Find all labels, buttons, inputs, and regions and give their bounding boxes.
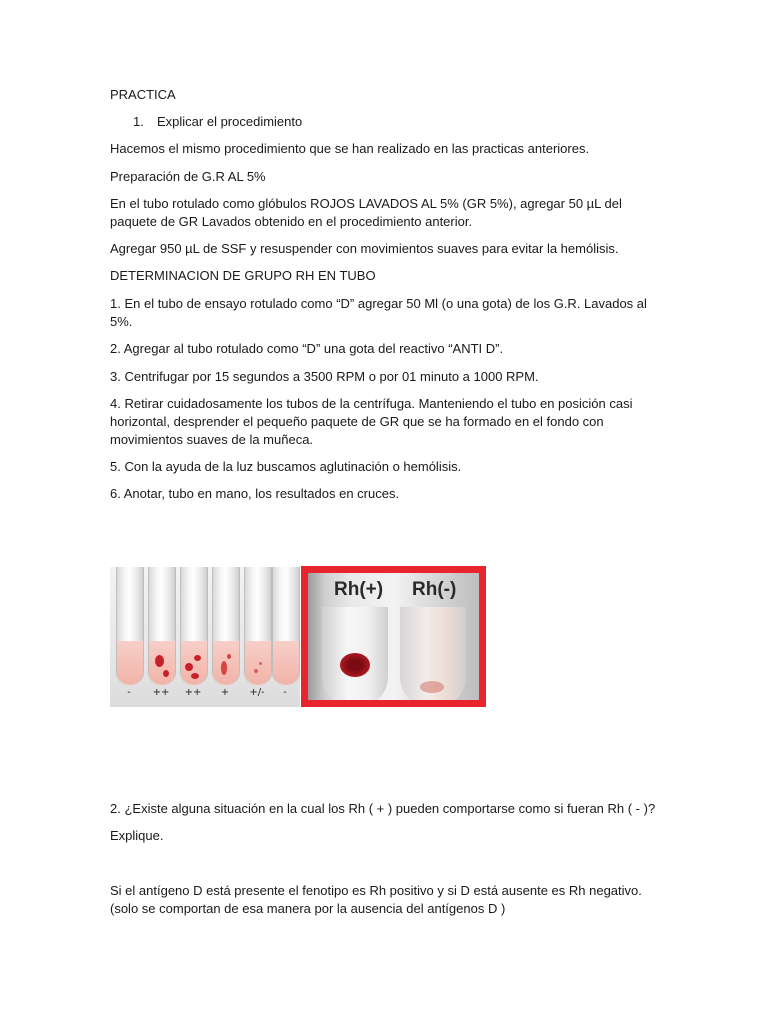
section-title-rh: DETERMINACION DE GRUPO RH EN TUBO — [110, 268, 376, 283]
paragraph-ssf: Agregar 950 µL de SSF y resuspender con movimientos suaves para evitar la hemólisis. — [110, 241, 619, 256]
step-4: 4. Retirar cuidadosamente los tubos de la centrífuga. Manteniendo el tubo en posición casi horizontal, desprender el pequeño paquete de GR que se ha formado en el fondo con movimientos suaves de la muñeca. — [110, 396, 633, 447]
tube-label-6: - — [283, 687, 287, 698]
heading-practica: PRACTICA — [110, 87, 176, 102]
question-2-text: 2. ¿Existe alguna situación en la cual los Rh ( + ) pueden comportarse como si fueran Rh ( - )? — [110, 801, 656, 816]
tube-1 — [116, 567, 144, 685]
answer-line-2: (solo se comportan de esa manera por la ausencia del antígenos D ) — [110, 901, 506, 916]
rh-comparison-photo — [301, 566, 486, 707]
tube-6 — [272, 567, 300, 685]
paragraph-intro: Hacemos el mismo procedimiento que se han realizado en las practicas anteriores. — [110, 141, 590, 156]
question-2-prompt: Explique. — [110, 828, 164, 843]
rh-negative-label: Rh(-) — [412, 579, 457, 600]
paragraph-tube-labeling: En el tubo rotulado como glóbulos ROJOS LAVADOS AL 5% (GR 5%), agregar 50 µL del paquete de GR Lavados obtenido en el procedimiento anterior. — [110, 196, 622, 229]
step-5: 5. Con la ayuda de la luz buscamos aglutinación o hemólisis. — [110, 459, 462, 474]
tube-4 — [212, 567, 240, 685]
paragraph-preparation-title: Preparación de G.R AL 5% — [110, 169, 266, 184]
tube-2 — [148, 567, 176, 685]
step-3: 3. Centrifugar por 15 segundos a 3500 RPM o por 01 minuto a 1000 RPM. — [110, 369, 539, 384]
answer-line-1: Si el antígeno D está presente el fenotipo es Rh positivo y si D está ausente es Rh negativo. — [110, 883, 642, 898]
tube-label-4: + — [220, 687, 230, 698]
rh-positive-clot — [340, 653, 370, 677]
rh-positive-label: Rh(+) — [334, 579, 384, 600]
tube-label-3: ++ — [184, 687, 202, 698]
question-1-text: Explicar el procedimiento — [157, 114, 303, 129]
step-2: 2. Agregar al tubo rotulado como “D” una gota del reactivo “ANTI D”. — [110, 341, 504, 356]
rh-negative-sediment — [420, 681, 444, 693]
agglutination-tubes-photo — [110, 567, 300, 707]
tube-3 — [180, 567, 208, 685]
step-6: 6. Anotar, tubo en mano, los resultados en cruces. — [110, 486, 400, 501]
tube-label-2: ++ — [152, 687, 170, 698]
tube-label-1: - — [127, 687, 131, 698]
tube-label-5: +/- — [249, 687, 265, 698]
question-1-number: 1. — [133, 114, 144, 129]
tube-5 — [244, 567, 272, 685]
step-1: 1. En el tubo de ensayo rotulado como “D” agregar 50 Ml (o una gota) de los G.R. Lavados al 5%. — [110, 296, 647, 329]
